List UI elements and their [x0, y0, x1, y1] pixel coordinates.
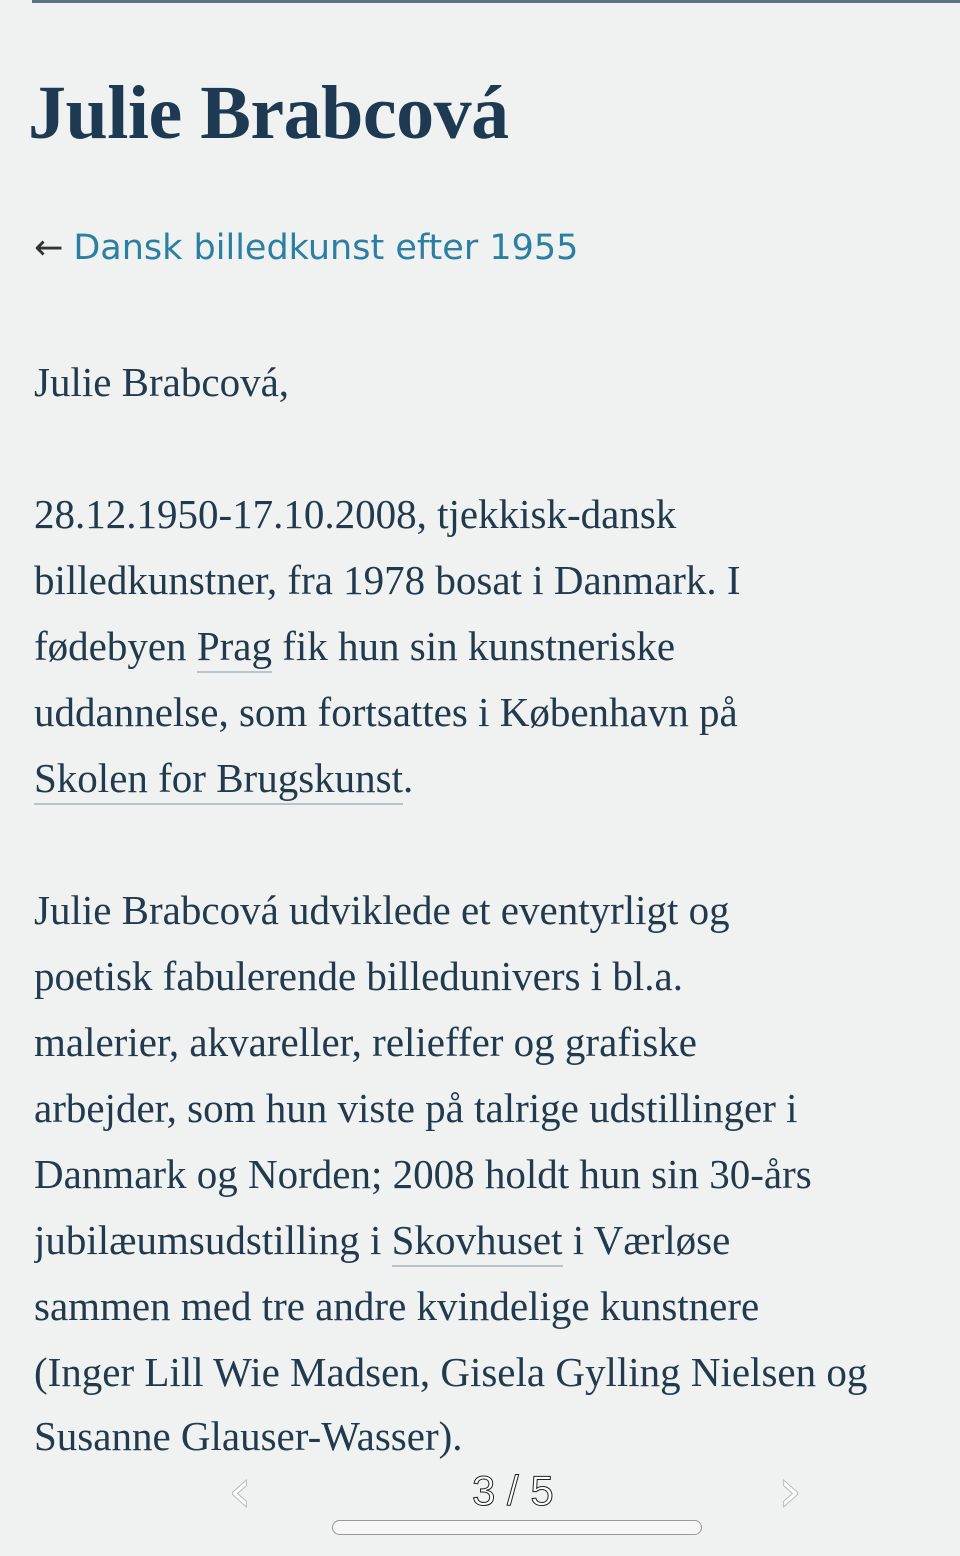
text: .: [403, 755, 414, 801]
text-line: billedkunstner, fra 1978 bosat i Danmark. I: [34, 557, 741, 603]
article-body: [34, 0, 960, 1464]
text-line: (Inger Lill Wie Madsen, Gisela Gylling Nielsen og: [34, 1349, 868, 1395]
back-link-label: Dansk billedkunst efter 1955: [73, 228, 579, 268]
text-line: malerier, akvareller, relieffer og grafiske: [34, 1019, 697, 1065]
text-line: sammen med tre andre kvindelige kunstnere: [34, 1283, 760, 1329]
next-image-button[interactable]: ›: [778, 1456, 802, 1526]
text: fødebyen: [34, 623, 197, 669]
link-prag[interactable]: Prag: [197, 623, 272, 673]
text-line: [34, 622, 675, 670]
intro-line: Julie Brabcová,: [34, 359, 290, 405]
text-line: Danmark og Norden; 2008 holdt hun sin 30-års: [34, 1151, 812, 1197]
text: i Værløse: [562, 1217, 731, 1263]
image-counter: 3 / 5: [472, 1467, 554, 1514]
link-skolen-for-brugskunst[interactable]: Skolen for Brugskunst: [34, 755, 403, 805]
text-line: Susanne Glauser-Wasser).: [34, 1413, 463, 1459]
previous-image-button[interactable]: ‹: [228, 1456, 252, 1526]
text-line: 28.12.1950-17.10.2008, tjekkisk-dansk: [34, 491, 677, 537]
page-title: Julie Brabcová: [28, 71, 509, 155]
link-skovhuset[interactable]: Skovhuset: [392, 1217, 563, 1267]
arrow-left-icon: ←: [34, 228, 64, 268]
text-line: [34, 1216, 730, 1264]
text-line: uddannelse, som fortsattes i København på: [34, 689, 738, 735]
text-line: Julie Brabcová udviklede et eventyrligt og: [34, 887, 730, 933]
text-line: poetisk fabulerende billedunivers i bl.a.: [34, 953, 683, 999]
home-indicator: [332, 1520, 702, 1535]
text: jubilæumsudstilling i: [34, 1217, 392, 1263]
text-line: [34, 754, 413, 802]
text: fik hun sin kunstneriske: [271, 623, 676, 669]
text-line: arbejder, som hun viste på talrige udstillinger i: [34, 1085, 798, 1131]
